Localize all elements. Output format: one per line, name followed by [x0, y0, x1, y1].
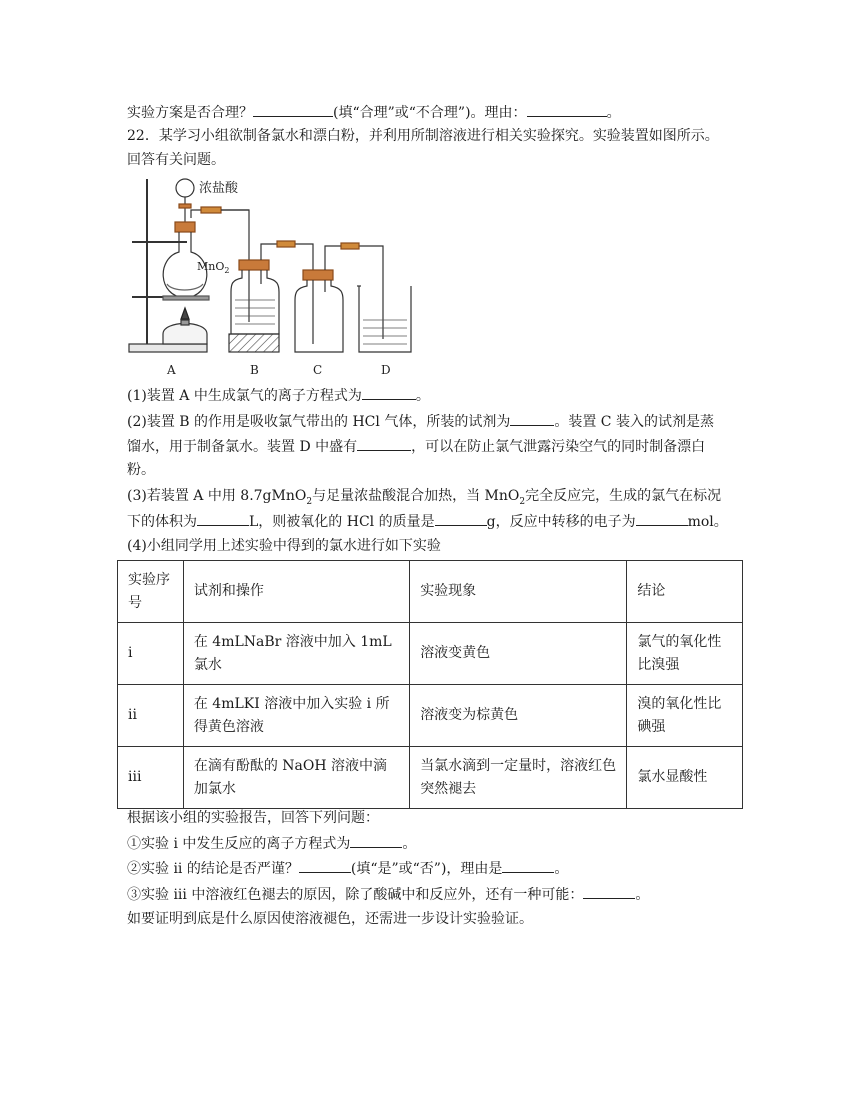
experiment-apparatus-figure: [127, 174, 427, 380]
answer-blank[interactable]: [357, 436, 411, 451]
sub1-text: (1)装置 A 中生成氯气的离子方程式为: [127, 388, 362, 404]
answer-blank[interactable]: [197, 511, 249, 526]
sub2-text: 。装置 C 装入的试剂是蒸: [554, 414, 714, 430]
sub-question-4-intro: (4)小组同学用上述实验中得到的氯水进行如下实验: [127, 538, 441, 554]
q22-intro-line2: 回答有关问题。: [127, 152, 225, 168]
answer-blank[interactable]: [253, 102, 333, 117]
sub2-text: 馏水，用于制备氯水。装置 D 中盛有: [127, 439, 358, 455]
support-block: [229, 334, 279, 352]
header-cell: 试剂和操作: [183, 561, 409, 623]
sub3-text: g，反应中转移的电子为: [486, 514, 636, 530]
punctuation: 。: [402, 836, 417, 852]
stopper: [175, 222, 195, 232]
sub-question-2-line1: [127, 411, 714, 432]
table-cell-phenomenon: 溶液变黄色: [410, 623, 627, 685]
table-cell-id: ii: [118, 685, 184, 747]
final-note: 如要证明到底是什么原因使溶液褪色，还需进一步设计实验验证。: [127, 911, 533, 927]
sub-question-3-line1: [127, 486, 721, 506]
answer-blank[interactable]: [502, 858, 554, 873]
followup-question-2: [127, 858, 568, 879]
alcohol-lamp: [163, 324, 207, 345]
followup-question-1: [127, 833, 416, 854]
table-cell-operation: 在滴有酚酞的 NaOH 溶液中滴加氯水: [183, 747, 409, 809]
subscript: 2: [519, 496, 526, 507]
sub2-text: (2)装置 B 的作用是吸收氯气带出的 HCl 气体，所装的试剂为: [127, 414, 511, 430]
followup-question-3: [127, 884, 649, 905]
table-header-row: [118, 561, 743, 623]
header-cell: 实验序号: [118, 561, 184, 623]
sub3-text: (3)若装置 A 中用 8.7gMnO: [127, 488, 307, 504]
followup-text: ①实验 i 中发生反应的离子方程式为: [127, 836, 351, 852]
table-row: [118, 747, 743, 809]
punctuation: 。: [635, 887, 650, 903]
header-cell: 结论: [627, 561, 743, 623]
label-mno2: MnO$_2$: [197, 260, 230, 275]
followup-text: (填“是”或“否”)，理由是: [350, 861, 503, 877]
table-cell-id: i: [118, 623, 184, 685]
sub3-text: 完全反应完，生成的氯气在标况: [525, 488, 722, 504]
followup-text: ③实验 iii 中溶液红色褪去的原因，除了酸碱中和反应外，还有一种可能：: [127, 887, 584, 903]
stand-base: [129, 344, 207, 352]
label-b: B: [250, 363, 259, 377]
answer-blank[interactable]: [583, 884, 635, 899]
experiment-table: [117, 560, 743, 809]
answer-blank[interactable]: [350, 833, 402, 848]
q22-intro-line1: 22．某学习小组欲制备氯水和漂白粉，并利用所制溶液进行相关实验探究。实验装置如图所示。: [127, 128, 719, 144]
separatory-funnel: [176, 179, 194, 197]
tube-connector: [201, 207, 221, 213]
answer-blank[interactable]: [510, 411, 554, 426]
label-concentrated-hcl: 浓盐酸: [199, 181, 239, 196]
table-cell-conclusion: 氯水显酸性: [627, 747, 743, 809]
sub3-text: L，则被氧化的 HCl 的质量是: [249, 514, 435, 530]
prev-question-hint: (填“合理”或“不合理”)。理由：: [333, 105, 527, 121]
table-cell-id: iii: [118, 747, 184, 809]
table-row: [118, 623, 743, 685]
label-a: A: [167, 363, 176, 377]
table-cell-operation: 在 4mLNaBr 溶液中加入 1mL 氯水: [183, 623, 409, 685]
label-c: C: [313, 363, 323, 377]
sub3-text: 下的体积为: [127, 514, 197, 530]
table-cell-conclusion: 溴的氧化性比碘强: [627, 685, 743, 747]
sub-question-2-line2: [127, 436, 705, 457]
table-cell-phenomenon: 溶液变为棕黄色: [410, 685, 627, 747]
sub-question-1: [127, 385, 430, 406]
answer-blank[interactable]: [435, 511, 487, 526]
punctuation: 。: [415, 388, 430, 404]
answer-blank[interactable]: [299, 858, 351, 873]
table-cell-operation: 在 4mLKI 溶液中加入实验 i 所得黄色溶液: [183, 685, 409, 747]
table-cell-conclusion: 氯气的氧化性比溴强: [627, 623, 743, 685]
sub3-text: 与足量浓盐酸混合加热，当 MnO: [312, 488, 520, 504]
table-row: [118, 685, 743, 747]
label-d: D: [381, 363, 391, 377]
sub-question-3-line2: [127, 511, 728, 532]
sub-question-2-line3: 粉。: [127, 462, 155, 478]
bottle-c: [295, 280, 343, 352]
sub2-text: ，可以在防止氯气泄露污染空气的同时制备漂白: [411, 439, 706, 455]
flame: [181, 308, 189, 319]
punctuation: 。: [554, 861, 569, 877]
answer-blank[interactable]: [527, 102, 607, 117]
followup-text: ②实验 ii 的结论是否严谨？: [127, 861, 299, 877]
report-intro: 根据该小组的实验报告，回答下列问题：: [127, 810, 379, 826]
sub3-text: mol。: [687, 514, 728, 530]
subscript: 2: [306, 496, 313, 507]
prev-question-line: [127, 102, 621, 123]
header-cell: 实验现象: [410, 561, 627, 623]
answer-blank[interactable]: [362, 385, 416, 400]
answer-blank[interactable]: [636, 511, 688, 526]
prev-question-text: 实验方案是否合理？: [127, 105, 253, 121]
table-cell-phenomenon: 当氯水滴到一定量时，溶液红色突然褪去: [410, 747, 627, 809]
punctuation: 。: [606, 105, 621, 121]
beaker-d: [359, 286, 411, 352]
